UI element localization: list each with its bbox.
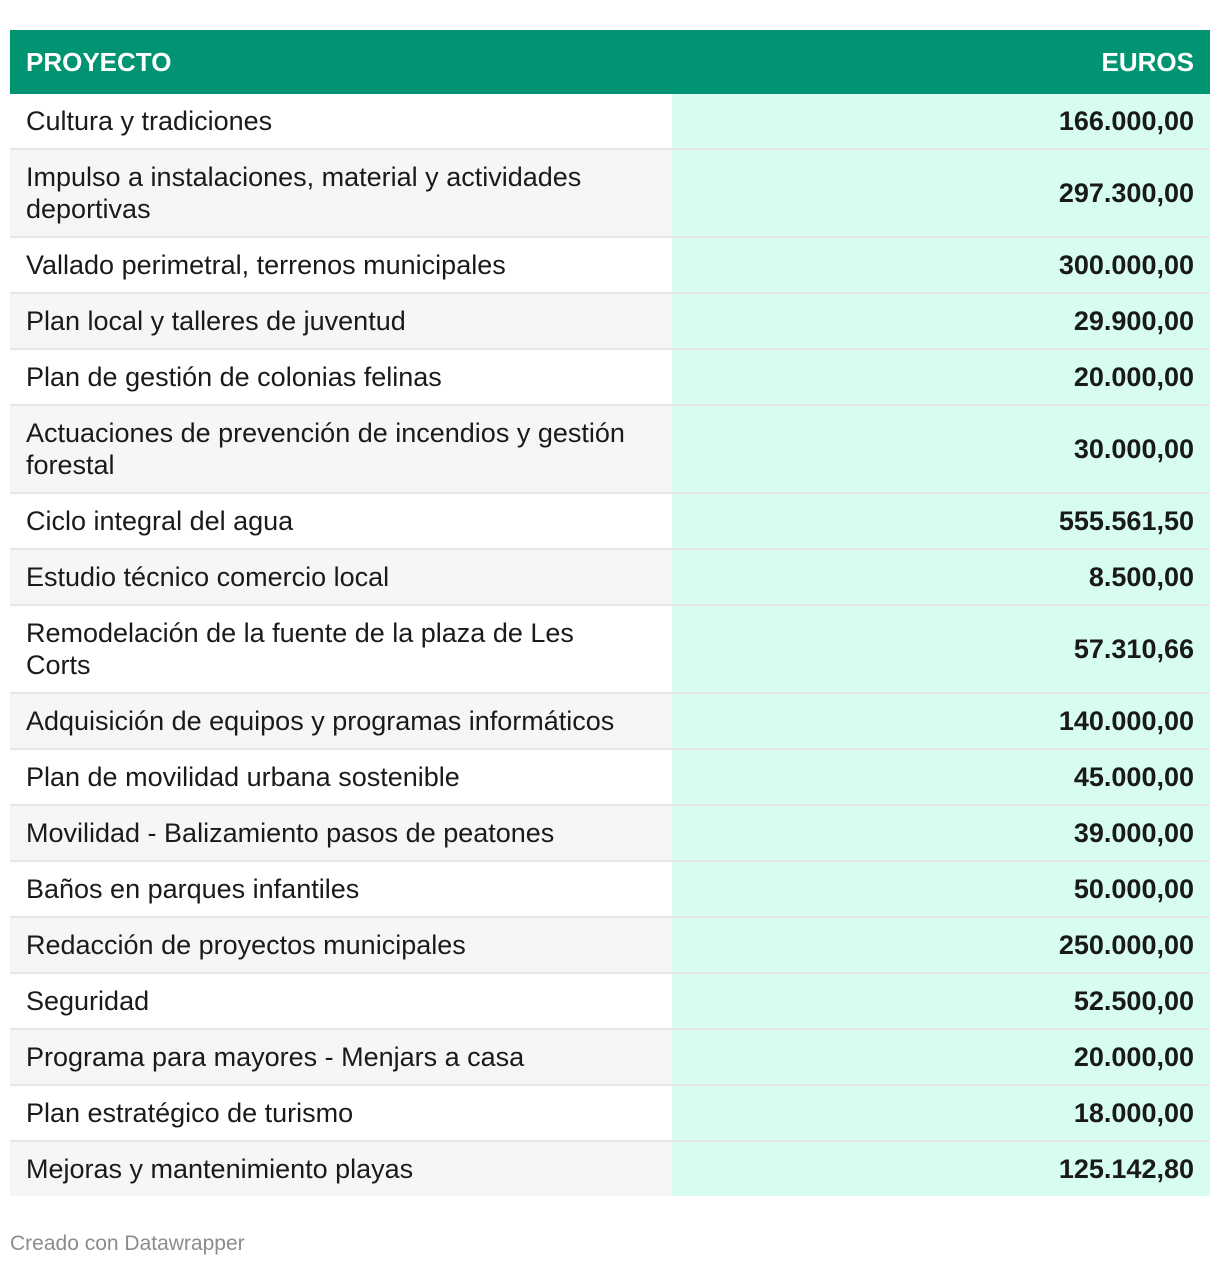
table-row [10,1141,1210,1196]
cell-proyecto: Redacción de proyectos municipales [10,917,672,973]
table-row [10,237,1210,293]
column-header-proyecto[interactable]: PROYECTO [10,30,672,94]
cell-proyecto: Seguridad [10,973,672,1029]
cell-euros: 20.000,00 [672,349,1210,405]
header-row [10,30,1210,94]
cell-proyecto: Plan de gestión de colonias felinas [10,349,672,405]
column-header-euros[interactable]: EUROS [672,30,1210,94]
cell-euros: 18.000,00 [672,1085,1210,1141]
cell-proyecto: Ciclo integral del agua [10,493,672,549]
cell-euros: 50.000,00 [672,861,1210,917]
table-row [10,917,1210,973]
cell-euros: 297.300,00 [672,149,1210,237]
cell-proyecto: Adquisición de equipos y programas informáticos [10,693,672,749]
data-table-container [10,30,1210,1196]
cell-proyecto: Estudio técnico comercio local [10,549,672,605]
budget-table [10,30,1210,1196]
table-row [10,861,1210,917]
cell-proyecto: Programa para mayores - Menjars a casa [10,1029,672,1085]
table-row [10,349,1210,405]
table-row [10,149,1210,237]
cell-euros: 39.000,00 [672,805,1210,861]
cell-proyecto: Cultura y tradiciones [10,94,672,149]
table-row [10,293,1210,349]
cell-proyecto: Mejoras y mantenimiento playas [10,1141,672,1196]
footer-credit: Creado con Datawrapper [10,1232,245,1255]
table-row [10,1085,1210,1141]
table-row [10,405,1210,493]
cell-euros: 52.500,00 [672,973,1210,1029]
table-row [10,549,1210,605]
cell-proyecto: Vallado perimetral, terrenos municipales [10,237,672,293]
cell-euros: 8.500,00 [672,549,1210,605]
table-row [10,94,1210,149]
cell-euros: 300.000,00 [672,237,1210,293]
cell-proyecto: Remodelación de la fuente de la plaza de Les Corts [10,605,672,693]
cell-euros: 20.000,00 [672,1029,1210,1085]
table-row [10,493,1210,549]
cell-proyecto: Actuaciones de prevención de incendios y gestión forestal [10,405,672,493]
cell-proyecto: Baños en parques infantiles [10,861,672,917]
cell-euros: 29.900,00 [672,293,1210,349]
table-body [10,94,1210,1196]
table-row [10,1029,1210,1085]
cell-proyecto: Impulso a instalaciones, material y actividades deportivas [10,149,672,237]
cell-euros: 555.561,50 [672,493,1210,549]
cell-euros: 125.142,80 [672,1141,1210,1196]
table-row [10,693,1210,749]
cell-proyecto: Plan local y talleres de juventud [10,293,672,349]
cell-euros: 30.000,00 [672,405,1210,493]
cell-euros: 140.000,00 [672,693,1210,749]
table-header [10,30,1210,94]
cell-proyecto: Plan de movilidad urbana sostenible [10,749,672,805]
cell-euros: 57.310,66 [672,605,1210,693]
cell-euros: 45.000,00 [672,749,1210,805]
table-row [10,749,1210,805]
cell-euros: 166.000,00 [672,94,1210,149]
table-row [10,973,1210,1029]
table-row [10,805,1210,861]
cell-proyecto: Plan estratégico de turismo [10,1085,672,1141]
cell-euros: 250.000,00 [672,917,1210,973]
table-row [10,605,1210,693]
cell-proyecto: Movilidad - Balizamiento pasos de peatones [10,805,672,861]
